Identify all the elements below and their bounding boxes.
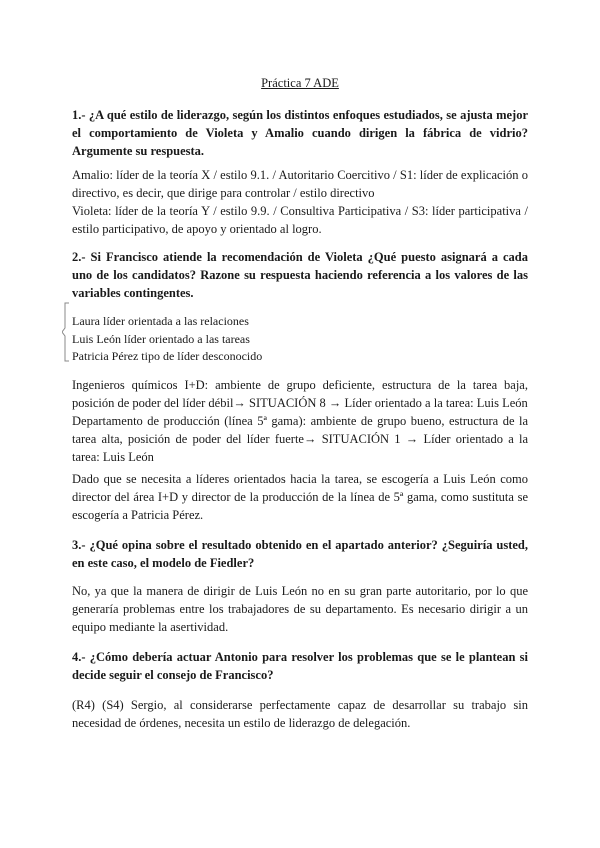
answer-1 [72,166,528,238]
conclusion-2: Dado que se necesita a líderes orientados hacia la tarea, se escogería a Luis León como director del área I+D y director de la producción de la línea de 5ª gama, como sustituta se escogería a Patricia Pérez. [72,472,528,522]
analysis-production: Departamento de producción (línea 5ª gama): ambiente de grupo bueno, estructura de la tarea alta, posición de poder del líder fuerte→ SITUACIÓN 1 → Líder orientado a la tarea: Luis León [72,414,528,464]
answer-4: (R4) (S4) Sergio, al considerarse perfectamente capaz de desarrollar su trabajo sin necesidad de órdenes, necesita un estilo de liderazgo de delegación. [72,698,528,730]
answer-1-violeta: Violeta: líder de la teoría Y / estilo 9.9. / Consultiva Participativa / S3: líder participativa / estilo participativo, de apoyo y orientado al logro. [72,204,528,236]
question-2: 2.- Si Francisco atiende la recomendación de Violeta ¿Qué puesto asignará a cada uno de los candidatos? Razone su respuesta haciendo referencia a los valores de las variables contingentes. [72,250,528,300]
analysis-id: Ingenieros químicos I+D: ambiente de grupo deficiente, estructura de la tarea baja, posición de poder del líder débil→ SITUACIÓN 8 → Líder orientado a la tarea: Luis León [72,378,528,410]
question-3: 3.- ¿Qué opina sobre el resultado obtenido en el apartado anterior? ¿Seguiría usted, en este caso, el modelo de Fiedler? [72,538,528,570]
candidate-patricia: Patricia Pérez tipo de líder desconocido [72,349,263,363]
candidate-list [72,313,262,366]
candidate-laura: Laura líder orientada a las relaciones [72,314,249,328]
bracket-icon [62,302,70,362]
candidate-luis: Luis León líder orientado a las tareas [72,331,250,346]
question-1: 1.- ¿A qué estilo de liderazgo, según los distintos enfoques estudiados, se ajusta mejor el comportamiento de Violeta y Amalio cuando dirigen la fábrica de vidrio? Argumente su respuesta. [72,108,528,158]
analysis-2 [72,376,528,466]
page-title: Práctica 7 ADE [261,76,339,90]
answer-3: No, ya que la manera de dirigir de Luis León no en su gran parte autoritario, por lo que generaría problemas entre los trabajadores de su departamento. Es necesario dirigir a un equipo mediante la asertividad. [72,584,528,634]
answer-1-amalio: Amalio: líder de la teoría X / estilo 9.1. / Autoritario Coercitivo / S1: líder de explicación o directivo, es decir, que dirige para controlar / estilo directivo [72,168,528,200]
question-4: 4.- ¿Cómo debería actuar Antonio para resolver los problemas que se le plantean si decide seguir el consejo de Francisco? [72,650,528,682]
